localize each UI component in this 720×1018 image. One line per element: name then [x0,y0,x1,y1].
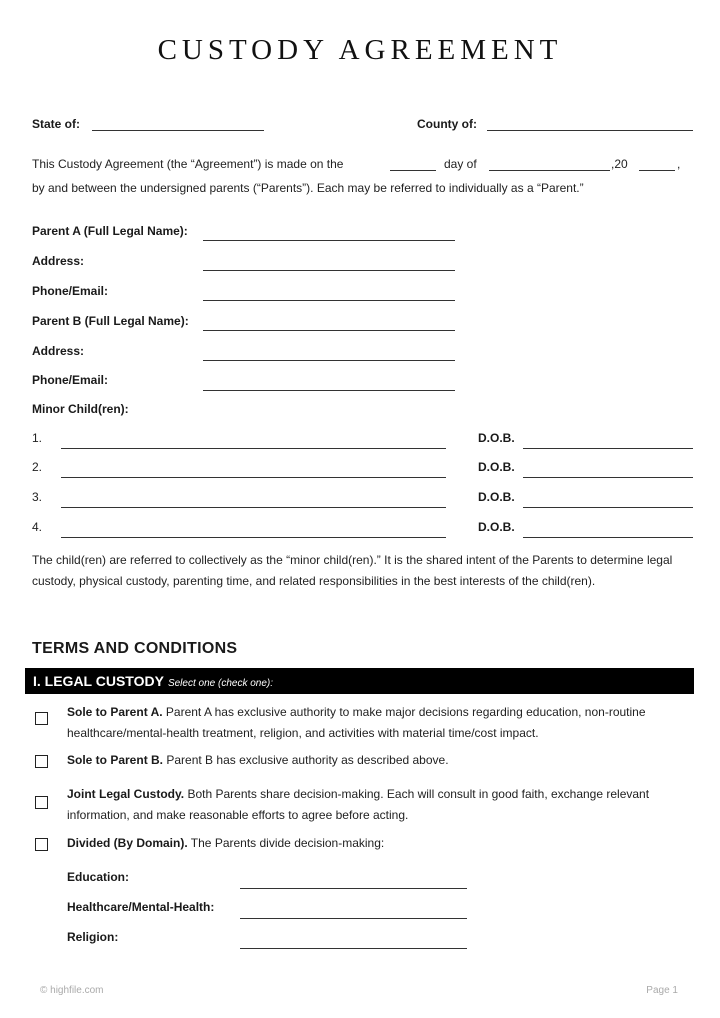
option-title: Divided (By Domain). [67,836,188,850]
county-field[interactable] [487,130,693,131]
child-3-name-field[interactable] [61,507,446,508]
parent-a-address-field[interactable] [203,270,455,271]
option-text: The Parents divide decision-making: [187,836,385,850]
education-field[interactable] [240,888,467,889]
option-title: Sole to Parent B. [67,753,164,767]
child-1-dob-field[interactable] [523,448,693,449]
minor-children-label: Minor Child(ren): [32,402,129,416]
child-row-number: 4. [32,520,43,534]
sole-parent-a-checkbox[interactable] [35,712,48,725]
healthcare-label: Healthcare/Mental-Health: [67,900,215,914]
legal-custody-section-header [25,668,694,694]
intent-paragraph: The child(ren) are referred to collectively as the “minor child(ren).” It is the shared intent of the Parents to determine legal custody, physical custody, parenting time, and related responsibilities in the best interests of the child(ren). [32,553,673,588]
parent-b-name-label: Parent B (Full Legal Name): [32,314,189,328]
child-4-name-field[interactable] [61,537,446,538]
child-row-number: 2. [32,460,43,474]
legal-custody-heading: I. LEGAL CUSTODY [33,673,164,689]
intro-year-prefix: ,20 [611,157,628,171]
option-title: Joint Legal Custody. [67,787,185,801]
child-3-dob-label: D.O.B. [478,490,515,504]
sole-parent-b-checkbox[interactable] [35,755,48,768]
state-field[interactable] [92,130,264,131]
child-4-dob-label: D.O.B. [478,520,515,534]
child-1-name-field[interactable] [61,448,446,449]
parent-b-phone-field[interactable] [203,390,455,391]
parent-b-phone-label: Phone/Email: [32,373,109,387]
parent-a-name-label: Parent A (Full Legal Name): [32,224,188,238]
state-label: State of: [32,117,80,131]
parent-a-phone-field[interactable] [203,300,455,301]
parent-b-address-label: Address: [32,344,85,358]
education-label: Education: [67,870,129,884]
joint-legal-custody-option [67,784,697,826]
month-field[interactable] [489,170,610,171]
year-field[interactable] [639,170,675,171]
child-2-name-field[interactable] [61,477,446,478]
option-text: Both Parents share decision-making. Each will consult in good faith, exchange relevant information, and make reasonable efforts to agree before acting. [67,787,650,822]
child-row-number: 3. [32,490,43,504]
parent-a-address-label: Address: [32,254,85,268]
legal-custody-subheading: Select one (check one): [167,678,274,689]
religion-field[interactable] [240,948,467,949]
sole-parent-b-option [67,750,697,771]
terms-heading: TERMS AND CONDITIONS [32,640,238,657]
parent-b-name-field[interactable] [203,330,455,331]
intro-day-of-text: day of [444,157,477,171]
child-3-dob-field[interactable] [523,507,693,508]
divided-by-domain-checkbox[interactable] [35,838,48,851]
option-text: Parent A has exclusive authority to make major decisions regarding education, non-routine healthcare/mental-health treatment, religion, and activities with material time/cost impact. [67,705,646,740]
footer-copyright: © highfile.com [40,985,104,996]
footer-page-number: Page 1 [646,985,678,996]
option-text: Parent B has exclusive authority as described above. [163,753,449,767]
day-field[interactable] [390,170,436,171]
intro-made-on-text: This Custody Agreement (the “Agreement”) is made on the [32,157,344,171]
child-4-dob-field[interactable] [523,537,693,538]
joint-legal-custody-checkbox[interactable] [35,796,48,809]
document-title: CUSTODY AGREEMENT [157,34,563,66]
child-row-number: 1. [32,431,43,445]
child-2-dob-field[interactable] [523,477,693,478]
child-1-dob-label: D.O.B. [478,431,515,445]
parent-a-name-field[interactable] [203,240,455,241]
option-title: Sole to Parent A. [67,705,163,719]
county-label: County of: [417,117,477,131]
religion-label: Religion: [67,930,119,944]
intro-line-2: by and between the undersigned parents (“Parents”). Each may be referred to individually as a “Parent.” [32,181,584,195]
parent-b-address-field[interactable] [203,360,455,361]
sole-parent-a-option [67,702,697,744]
parent-a-phone-label: Phone/Email: [32,284,109,298]
intro-comma: , [677,157,681,171]
child-2-dob-label: D.O.B. [478,460,515,474]
divided-by-domain-option [67,833,697,854]
healthcare-field[interactable] [240,918,467,919]
